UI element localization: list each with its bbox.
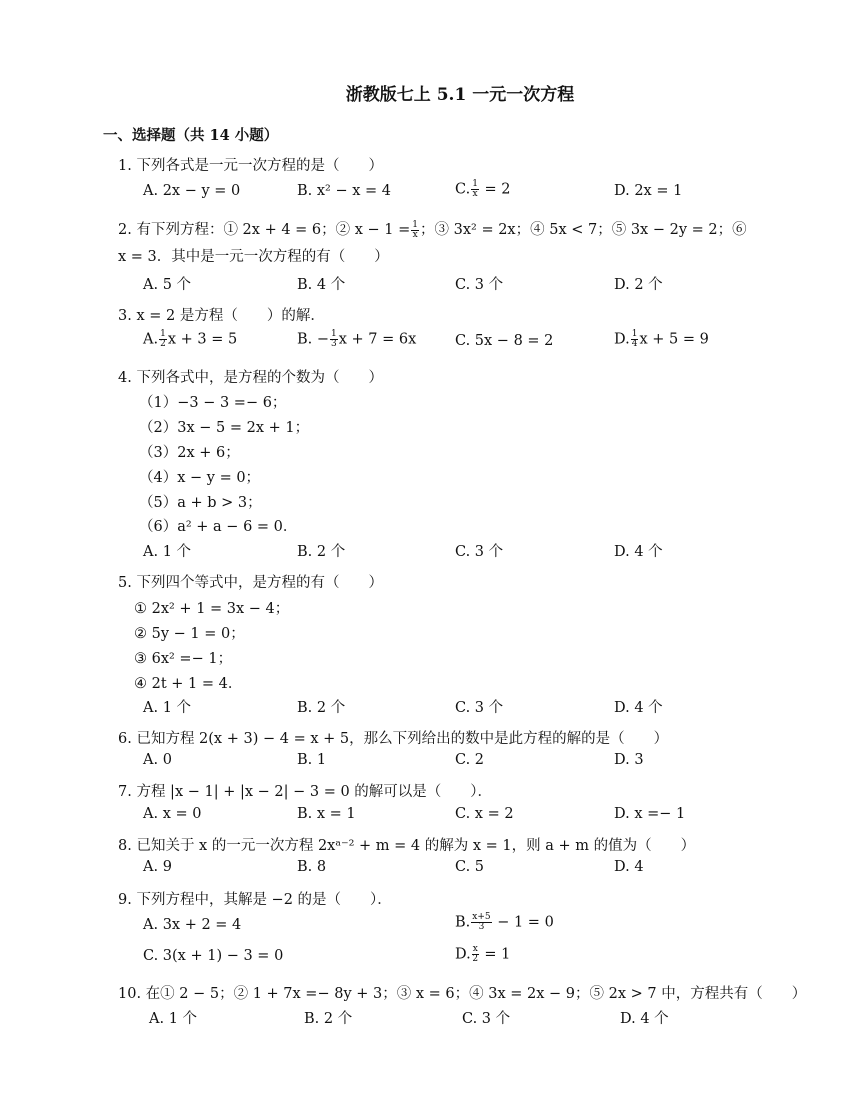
question-8-stem: 8. 已知关于 x 的一元一次方程 2xᵃ⁻² + m = 4 的解为 x = 1，则 a + m 的值为（ ） — [118, 838, 696, 854]
q4-item: （3）2x + 6； — [139, 445, 240, 461]
q2-option-a[interactable]: A. 5 个 — [143, 277, 192, 293]
option-label: C. — [455, 181, 471, 198]
q4-item: （2）3x − 5 = 2x + 1； — [139, 420, 310, 436]
q5-option-c[interactable]: C. 3 个 — [455, 700, 504, 716]
q5-item: ② 5y − 1 = 0； — [134, 626, 245, 642]
q4-item: （4）x − y = 0； — [139, 470, 261, 486]
q4-option-b[interactable]: B. 2 个 — [297, 544, 346, 560]
q5-option-a[interactable]: A. 1 个 — [143, 700, 192, 716]
fraction: $\frac{x}{2}$ — [472, 944, 479, 964]
q5-item: ④ 2t + 1 = 4． — [134, 676, 243, 692]
section-heading: 一、选择题（共 14 小题） — [103, 127, 279, 144]
fraction: $\frac{1}{x}$ — [472, 179, 478, 199]
q3-option-d[interactable]: D. $\frac{1}{4}$ x + 5 = 9 — [614, 329, 709, 349]
q9-option-d[interactable]: D. $\frac{x}{2}$ = 1 — [455, 944, 511, 964]
question-3-stem: 3. x = 2 是方程（ ）的解． — [118, 308, 325, 324]
q6-option-b[interactable]: B. 1 — [297, 752, 327, 768]
q4-option-a[interactable]: A. 1 个 — [143, 544, 192, 560]
q9-option-a[interactable]: A. 3x + 2 = 4 — [143, 917, 242, 933]
question-2-stem-line2: x = 3．其中是一元一次方程的有（ ） — [118, 249, 389, 265]
q7-option-a[interactable]: A. x = 0 — [143, 806, 202, 822]
question-9-stem: 9. 下列方程中，其解是 −2 的是（ ）． — [118, 892, 392, 908]
q3-option-b[interactable]: B. − $\frac{1}{3}$ x + 7 = 6x — [297, 329, 417, 349]
question-6-stem: 6. 已知方程 2(x + 3) − 4 = x + 5，那么下列给出的数中是此方程的解的是（ ） — [118, 731, 669, 747]
q6-option-a[interactable]: A. 0 — [143, 752, 172, 768]
q8-option-d[interactable]: D. 4 — [614, 859, 644, 875]
q1-option-a[interactable]: A. 2x − y = 0 — [143, 183, 241, 199]
q7-option-d[interactable]: D. x =− 1 — [614, 806, 686, 822]
q6-option-d[interactable]: D. 3 — [614, 752, 644, 768]
q1-option-d[interactable]: D. 2x = 1 — [614, 183, 683, 199]
option-text: = 2 — [484, 181, 511, 198]
q8-option-b[interactable]: B. 8 — [297, 859, 327, 875]
q3-option-c[interactable]: C. 5x − 8 = 2 — [455, 333, 554, 349]
q4-item: （1）−3 − 3 =− 6； — [139, 395, 287, 411]
question-7-stem: 7. 方程 |x − 1| + |x − 2| − 3 = 0 的解可以是（ ）． — [118, 784, 493, 800]
q1-option-c[interactable] — [455, 180, 511, 199]
q10-option-c[interactable]: C. 3 个 — [462, 1011, 511, 1027]
fraction: $\frac{1}{2}$ — [160, 329, 166, 349]
question-1-stem: 1. 下列各式是一元一次方程的是（ ） — [118, 158, 383, 174]
q2-option-d[interactable]: D. 2 个 — [614, 277, 663, 293]
q4-option-c[interactable]: C. 3 个 — [455, 544, 504, 560]
q4-item: （5）a + b > 3； — [139, 495, 262, 511]
q5-option-d[interactable]: D. 4 个 — [614, 700, 663, 716]
q10-option-b[interactable]: B. 2 个 — [304, 1011, 353, 1027]
question-2-stem-line1: 2. 有下列方程：① 2x + 4 = 6；② x − 1 = $\frac{1}{x}$ ；③ 3x² = 2x；④ 5x < 7；⑤ 3x − 2y = 2；⑥ — [118, 219, 747, 240]
q5-item: ① 2x² + 1 = 3x − 4； — [134, 601, 290, 617]
q4-option-d[interactable]: D. 4 个 — [614, 544, 663, 560]
q3-option-a[interactable]: A. $\frac{1}{2}$ x + 3 = 5 — [143, 329, 238, 349]
fraction: $\frac{1}{x}$ — [412, 219, 419, 240]
q7-option-c[interactable]: C. x = 2 — [455, 806, 514, 822]
q1-option-b[interactable]: B. x² − x = 4 — [297, 183, 392, 199]
q5-option-b[interactable]: B. 2 个 — [297, 700, 346, 716]
q10-option-a[interactable]: A. 1 个 — [149, 1011, 198, 1027]
q2-option-b[interactable]: B. 4 个 — [297, 277, 346, 293]
fraction: $\frac{1}{3}$ — [331, 329, 337, 349]
q9-option-b[interactable]: B. $\frac{x+5}{3}$ − 1 = 0 — [455, 912, 554, 932]
page-title: 浙教版七上 5.1 一元一次方程 — [345, 85, 575, 105]
q4-item: （6）a² + a − 6 = 0． — [139, 519, 298, 535]
q7-option-b[interactable]: B. x = 1 — [297, 806, 356, 822]
q6-option-c[interactable]: C. 2 — [455, 752, 485, 768]
q10-option-d[interactable]: D. 4 个 — [620, 1011, 669, 1027]
q2-option-c[interactable]: C. 3 个 — [455, 277, 504, 293]
question-10-stem: 10. 在① 2 − 5；② 1 + 7x =− 8y + 3；③ x = 6；④ 3x = 2x − 9；⑤ 2x > 7 中，方程共有（ ） — [118, 986, 807, 1002]
q8-option-a[interactable]: A. 9 — [143, 859, 172, 875]
fraction: $\frac{1}{4}$ — [631, 329, 638, 349]
question-4-stem: 4. 下列各式中，是方程的个数为（ ） — [118, 370, 383, 386]
fraction: $\frac{x+5}{3}$ — [472, 912, 491, 932]
q9-option-c[interactable]: C. 3(x + 1) − 3 = 0 — [143, 948, 284, 964]
q8-option-c[interactable]: C. 5 — [455, 859, 485, 875]
q5-item: ③ 6x² =− 1； — [134, 651, 233, 667]
question-5-stem: 5. 下列四个等式中，是方程的有（ ） — [118, 575, 383, 591]
